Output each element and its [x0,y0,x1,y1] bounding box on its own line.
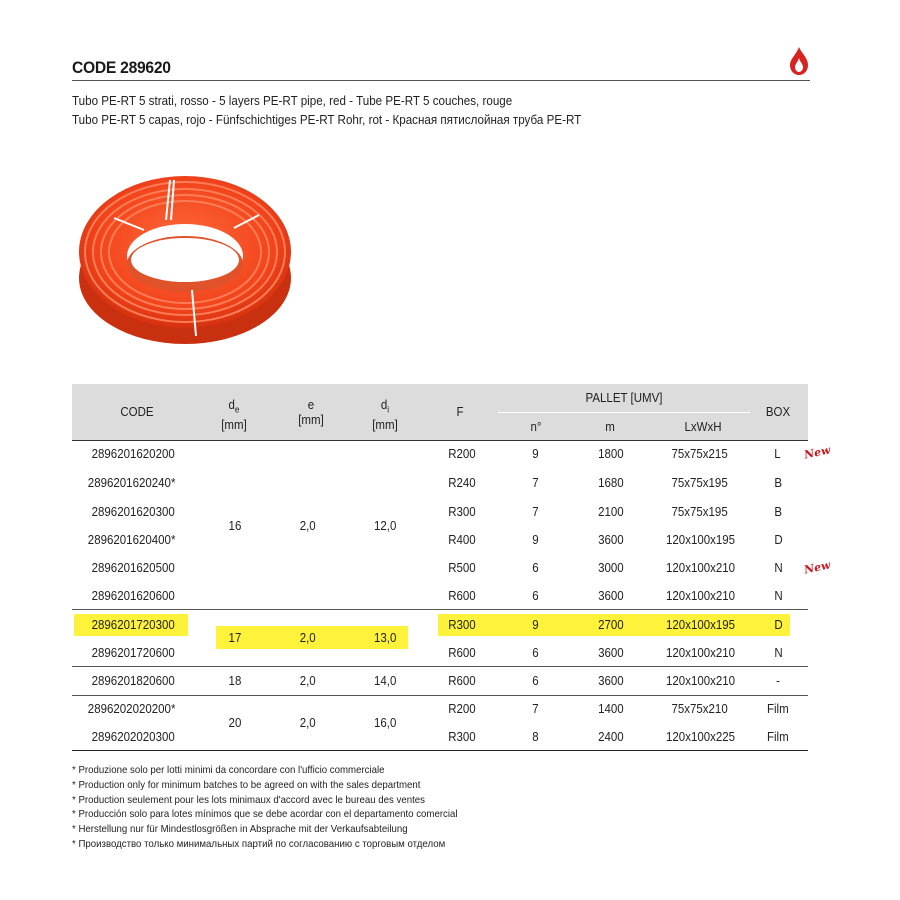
new-badge: New [802,443,832,462]
footnote: * Производство только минимальных партий по согласованию с торговым отделом [72,837,446,850]
cell-di: 16,0 [373,716,397,730]
cell-box: B [774,476,783,490]
cell-f: R240 [448,476,476,490]
cell-m: 1400 [598,702,624,716]
cell-m: 3600 [598,674,624,688]
cell-box: N [774,561,783,575]
cell-box: D [774,533,783,547]
col-de-header: $d_e$ [mm] [221,398,247,432]
cell-n: 8 [532,730,539,744]
cell-n: 9 [532,533,539,547]
cell-box: L [774,447,781,461]
cell-box: B [774,505,783,519]
cell-f: R200 [448,447,476,461]
cell-code: 2896201720300 [91,618,175,632]
col-box-header: BOX [765,405,791,419]
description-line-2: Tubo PE-RT 5 capas, rojo - Fünfschichtiges PE-RT Rohr, rot - Красная пятислойная труба PE-RT [72,113,582,127]
cell-lwh: 75x75x195 [671,505,728,519]
cell-f: R300 [448,730,476,744]
description-line-1: Tubo PE-RT 5 strati, rosso - 5 layers PE-RT pipe, red - Tube PE-RT 5 couches, rouge [72,94,513,108]
cell-m: 3600 [598,646,624,660]
cell-code: 2896201720600 [91,646,175,660]
cell-m: 3600 [598,589,624,603]
cell-code: 2896202020200* [87,702,176,716]
cell-e: 2,0 [299,716,316,730]
group-separator [72,609,808,610]
cell-lwh: 120x100x210 [666,561,736,575]
cell-n: 6 [532,589,539,603]
footnote: * Production only for minimum batches to be agreed on with the sales department [72,778,421,791]
cell-m: 2100 [598,505,624,519]
cell-n: 7 [532,702,539,716]
cell-n: 6 [532,646,539,660]
cell-lwh: 120x100x225 [666,730,736,744]
cell-box: Film [766,702,789,716]
col-pallet-header: PALLET [UMV] [585,391,663,405]
group-separator [72,695,808,696]
cell-n: 6 [532,674,539,688]
title-rule [72,80,810,81]
cell-box: - [776,674,781,688]
cell-lwh: 75x75x210 [671,702,728,716]
cell-box: Film [766,730,789,744]
cell-f: R600 [448,646,476,660]
table-bottom-rule [72,750,808,751]
cell-code: 2896201620400* [87,533,176,547]
col-e-header: e [mm] [298,398,324,427]
page-title: CODE 289620 [72,58,171,77]
cell-n: 7 [532,505,539,519]
cell-m: 3600 [598,533,624,547]
cell-f: R600 [448,589,476,603]
cell-f: R300 [448,505,476,519]
cell-de: 17 [228,631,242,645]
col-code-header: CODE [120,405,154,419]
cell-code: 2896202020300 [91,730,175,744]
footnotes [72,763,491,852]
cell-box: D [774,618,783,632]
cell-lwh: 75x75x215 [671,447,728,461]
cell-f: R500 [448,561,476,575]
cell-code: 2896201620240* [87,476,176,490]
cell-f: R200 [448,702,476,716]
cell-di: 13,0 [373,631,397,645]
new-badge: New [802,558,832,577]
cell-code: 2896201620500 [91,561,175,575]
cell-box: N [774,589,783,603]
col-n-header: n° [530,420,542,434]
cell-n: 9 [532,618,539,632]
cell-n: 7 [532,476,539,490]
pipe-coil-image [74,160,296,350]
col-lwh-header: LxWxH [684,420,722,434]
cell-de: 20 [228,716,242,730]
cell-m: 1680 [598,476,624,490]
cell-code: 2896201620600 [91,589,175,603]
footnote: * Producción solo para lotes mínimos que se debe acordar con el departamento comercial [72,808,458,821]
cell-lwh: 120x100x210 [666,674,736,688]
cell-n: 9 [532,447,539,461]
cell-code: 2896201820600 [91,674,175,688]
cell-code: 2896201620300 [91,505,175,519]
cell-box: N [774,646,783,660]
col-m-header: m [605,420,615,434]
footnote: * Herstellung nur für Mindestlosgrößen in Absprache mit der Verkaufsabteilung [72,823,408,836]
cell-f: R600 [448,674,476,688]
cell-e: 2,0 [299,674,316,688]
cell-di: 12,0 [373,519,397,533]
col-di-header: $d_i$ [mm] [372,398,398,432]
cell-m: 2700 [598,618,624,632]
cell-lwh: 120x100x195 [666,618,736,632]
footnote: * Production seulement pour les lots minimaux d'accord avec le bureau des ventes [72,793,426,806]
cell-lwh: 120x100x210 [666,589,736,603]
cell-f: R300 [448,618,476,632]
cell-lwh: 75x75x195 [671,476,728,490]
cell-e: 2,0 [299,519,316,533]
cell-de: 18 [228,674,242,688]
flame-drop-icon [788,46,810,76]
cell-lwh: 120x100x195 [666,533,736,547]
cell-n: 6 [532,561,539,575]
cell-m: 1800 [598,447,624,461]
cell-di: 14,0 [373,674,397,688]
cell-m: 3000 [598,561,624,575]
col-f-header: F [456,405,464,419]
header-rule [72,440,808,441]
group-separator [72,666,808,667]
cell-f: R400 [448,533,476,547]
footnote: * Produzione solo per lotti minimi da concordare con l'ufficio commerciale [72,764,385,776]
cell-de: 16 [228,519,242,533]
cell-code: 2896201620200 [91,447,175,461]
cell-m: 2400 [598,730,624,744]
cell-lwh: 120x100x210 [666,646,736,660]
cell-e: 2,0 [299,631,316,645]
